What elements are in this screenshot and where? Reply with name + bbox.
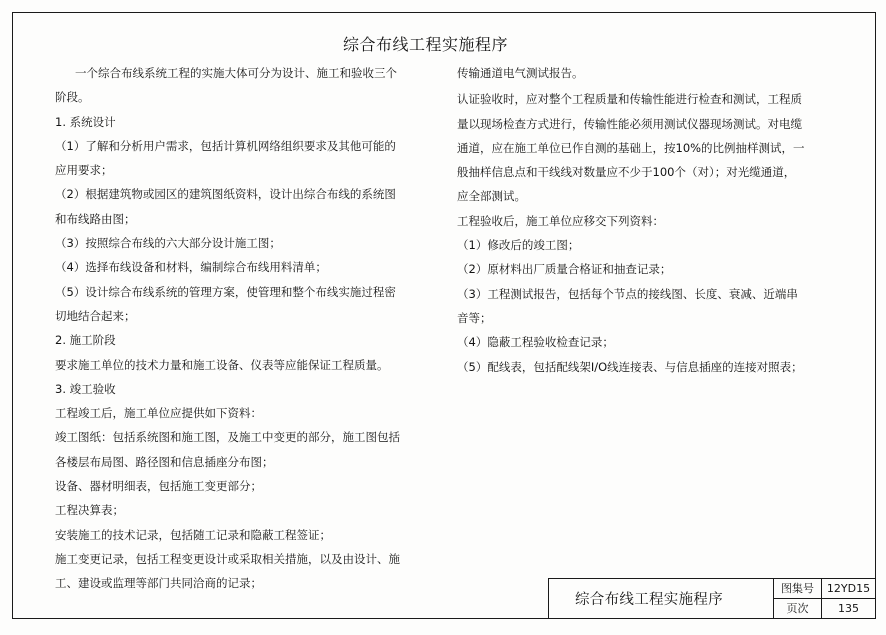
list-item: （2）原材料出厂质量合格证和抽查记录； xyxy=(457,262,672,277)
text-line: 通道，应在施工单位已作自测的基础上，按10%的比例抽样测试，一 xyxy=(457,140,805,155)
text-line: 应全部测试。 xyxy=(457,189,526,204)
text-line: 工、建设或监理等部门共同洽商的记录； xyxy=(55,576,262,591)
title-block-cells xyxy=(773,579,875,618)
text-line: 阶段。 xyxy=(55,90,90,105)
text-line: 工程竣工后，施工单位应提供如下资料： xyxy=(55,406,262,421)
list-item: （4）隐蔽工程验收检查记录； xyxy=(457,335,614,350)
list-item: （2）根据建筑物或园区的建筑图纸资料，设计出综合布线的系统图 xyxy=(55,187,396,202)
text-line: 应用要求； xyxy=(55,163,113,178)
right-column xyxy=(457,61,867,379)
title-block-title: 综合布线工程实施程序 xyxy=(575,592,723,608)
atlas-number-value: 12YD15 xyxy=(822,579,875,599)
list-item: （1）修改后的竣工图； xyxy=(457,238,580,253)
section-heading: 3. 竣工验收 xyxy=(55,381,116,396)
text-line: 设备、器材明细表，包括施工变更部分； xyxy=(55,479,262,494)
text-line: 一个综合布线系统工程的实施大体可分为设计、施工和验收三个 xyxy=(75,66,397,80)
text-line: 各楼层布局图、路径图和信息插座分布图； xyxy=(55,454,274,469)
title-block xyxy=(548,578,876,619)
list-item: （5）设计综合布线系统的管理方案，使管理和整个布线实施过程密 xyxy=(55,284,396,299)
section-heading: 2. 施工阶段 xyxy=(55,333,116,348)
section-heading: 1. 系统设计 xyxy=(55,114,116,129)
list-item: （5）配线表，包括配线架I/O线连接表、与信息插座的连接对照表； xyxy=(457,359,803,374)
text-line: 工程决算表； xyxy=(55,503,124,518)
list-item: （4）选择布线设备和材料，编制综合布线用料清单； xyxy=(55,260,327,275)
list-item: （3）按照综合布线的六大部分设计施工图； xyxy=(55,236,281,251)
page-number-value: 135 xyxy=(838,601,859,615)
text-line: 传输通道电气测试报告。 xyxy=(457,66,584,80)
page-number-label: 页次 xyxy=(774,599,822,619)
text-line: 安装施工的技术记录，包括随工记录和隐蔽工程签证； xyxy=(55,527,331,542)
text-line: 竣工图纸：包括系统图和施工图，及施工中变更的部分，施工图包括 xyxy=(55,430,400,445)
text-line: 施工变更记录，包括工程变更设计或采取相关措施，以及由设计、施 xyxy=(55,551,400,566)
text-line: 和布线路由图； xyxy=(55,211,136,226)
text-line: 音等； xyxy=(457,310,492,325)
atlas-number-label: 图集号 xyxy=(774,579,822,599)
text-line: 般抽样信息点和干线线对数量应不少于100个（对）；对光缆通道， xyxy=(457,165,796,180)
text-line: 要求施工单位的技术力量和施工设备、仪表等应能保证工程质量。 xyxy=(55,357,389,372)
list-item: （1）了解和分析用户需求，包括计算机网络组织要求及其他可能的 xyxy=(55,138,396,153)
text-line: 切地结合起来； xyxy=(55,308,136,323)
text-line: 认证验收时，应对整个工程质量和传输性能进行检查和测试，工程质 xyxy=(457,92,802,107)
list-item: （3）工程测试报告，包括每个节点的接线图、长度、衰减、近端串 xyxy=(457,286,798,301)
left-column xyxy=(55,61,427,596)
text-line: 工程验收后，施工单位应移交下列资料： xyxy=(457,213,664,228)
text-line: 量以现场检查方式进行，传输性能必须用测试仪器现场测试。对电缆 xyxy=(457,116,802,131)
page-title: 综合布线工程实施程序 xyxy=(343,35,509,54)
